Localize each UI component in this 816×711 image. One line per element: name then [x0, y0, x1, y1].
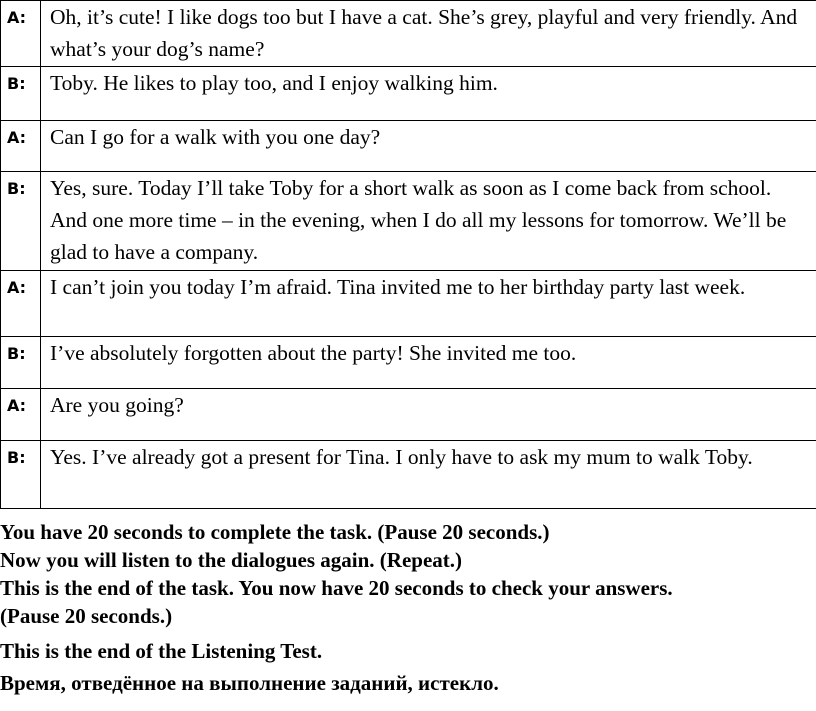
dialogue-row: [1, 389, 816, 441]
dialogue-row: [1, 121, 816, 172]
speaker-label: A:: [1, 271, 41, 337]
speaker-label: A:: [1, 121, 41, 172]
dialogue-line: Toby. He likes to play too, and I enjoy walking him.: [41, 67, 816, 121]
speaker-label: B:: [1, 337, 41, 389]
dialogue-row: [1, 441, 816, 509]
instructions-block: [0, 518, 816, 697]
instruction-pause: You have 20 seconds to complete the task. (Pause 20 seconds.): [0, 520, 550, 544]
instruction-end-task: This is the end of the task. You now have 20 seconds to check your answers.: [0, 576, 673, 600]
speaker-label: B:: [1, 67, 41, 121]
dialogue-line: Oh, it’s cute! I like dogs too but I have a cat. She’s grey, playful and very friendly. And what’s your dog’s name?: [41, 1, 816, 67]
end-of-test: This is the end of the Listening Test.: [0, 639, 323, 663]
dialogue-line: I can’t join you today I’m afraid. Tina invited me to her birthday party last week.: [41, 271, 816, 337]
speaker-label: B:: [1, 441, 41, 509]
dialogue-line: Are you going?: [41, 389, 816, 441]
instruction-repeat: Now you will listen to the dialogues again. (Repeat.): [0, 548, 462, 572]
time-up-notice: Время, отведённое на выполнение заданий, истекло.: [0, 671, 499, 695]
dialogue-row: [1, 67, 816, 121]
speaker-label: A:: [1, 1, 41, 67]
dialogue-row: [1, 271, 816, 337]
dialogue-row: [1, 172, 816, 271]
dialogue-line: Can I go for a walk with you one day?: [41, 121, 816, 172]
speaker-label: A:: [1, 389, 41, 441]
dialogue-line: Yes, sure. Today I’ll take Toby for a short walk as soon as I come back from school. And one more time – in the evening, when I do all my lessons for tomorrow. We’ll be glad to have a company.: [41, 172, 816, 271]
dialogue-line: I’ve absolutely forgotten about the party! She invited me too.: [41, 337, 816, 389]
dialogue-row: [1, 1, 816, 67]
dialogue-line: Yes. I’ve already got a present for Tina. I only have to ask my mum to walk Toby.: [41, 441, 816, 509]
dialogue-row: [1, 337, 816, 389]
instruction-pause-check: (Pause 20 seconds.): [0, 604, 173, 628]
speaker-label: B:: [1, 172, 41, 271]
